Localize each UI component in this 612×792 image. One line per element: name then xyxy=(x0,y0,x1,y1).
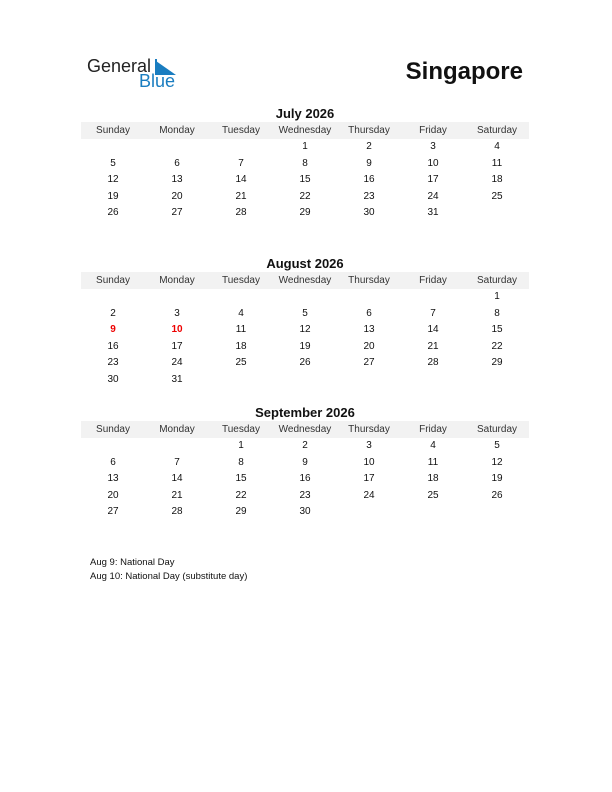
day-cell: 15 xyxy=(299,174,311,186)
holiday-day-cell: 9 xyxy=(110,324,116,336)
day-cell: 20 xyxy=(171,190,183,202)
day-cell: 14 xyxy=(235,174,247,186)
holiday-notes xyxy=(90,556,247,584)
day-cell: 15 xyxy=(491,324,503,336)
day-cell: 13 xyxy=(363,324,375,336)
day-cell: 11 xyxy=(235,324,247,336)
day-cell: 8 xyxy=(302,157,308,169)
day-cell xyxy=(401,372,465,389)
day-cell: 4 xyxy=(430,440,436,451)
month-title: September 2026 xyxy=(255,405,355,420)
week-row xyxy=(81,189,529,206)
month-july xyxy=(81,106,529,222)
day-cell: 6 xyxy=(110,456,116,468)
day-cell: 29 xyxy=(491,357,503,369)
week-row xyxy=(81,139,529,156)
day-cell: 3 xyxy=(174,307,180,319)
week-row xyxy=(81,372,529,389)
weekday-label: Tuesday xyxy=(222,125,260,136)
day-cell: 15 xyxy=(235,473,247,485)
day-cell: 17 xyxy=(171,340,183,352)
generalblue-logo xyxy=(87,56,187,92)
day-cell: 27 xyxy=(363,357,375,369)
day-cell: 25 xyxy=(491,190,503,202)
day-cell: 23 xyxy=(299,489,311,501)
day-cell: 20 xyxy=(107,489,119,501)
week-row xyxy=(81,322,529,339)
weekday-label: Thursday xyxy=(348,125,390,136)
day-cell: 6 xyxy=(366,307,372,319)
day-cell: 13 xyxy=(171,174,183,186)
weekday-label: Wednesday xyxy=(278,125,332,136)
day-cell: 11 xyxy=(491,157,503,169)
day-cell: 22 xyxy=(235,489,247,501)
day-cell: 7 xyxy=(174,456,180,468)
day-cell xyxy=(81,289,145,306)
day-cell: 1 xyxy=(238,440,244,451)
week-row xyxy=(81,205,529,222)
day-cell: 29 xyxy=(235,506,247,518)
country-title: Singapore xyxy=(405,58,523,85)
day-cell: 25 xyxy=(235,357,247,369)
weekday-label: Wednesday xyxy=(278,275,332,286)
day-cell: 18 xyxy=(427,473,439,485)
weekday-label: Sunday xyxy=(96,125,130,136)
day-cell: 26 xyxy=(107,207,119,219)
day-cell: 13 xyxy=(107,473,119,485)
day-cell: 28 xyxy=(427,357,439,369)
day-cell: 20 xyxy=(363,340,375,352)
day-cell: 4 xyxy=(494,141,500,152)
day-cell: 5 xyxy=(494,440,500,451)
day-cell xyxy=(145,438,209,455)
day-cell: 31 xyxy=(171,373,183,385)
day-cell xyxy=(81,139,145,156)
day-cell: 30 xyxy=(107,373,119,385)
day-cell: 3 xyxy=(430,141,436,152)
holiday-day-cell: 10 xyxy=(171,324,183,336)
week-row xyxy=(81,306,529,323)
day-cell: 3 xyxy=(366,440,372,451)
day-cell: 12 xyxy=(299,324,311,336)
month-september xyxy=(81,405,529,521)
weekday-label: Wednesday xyxy=(278,424,332,435)
day-cell xyxy=(465,372,529,389)
day-cell: 19 xyxy=(299,340,311,352)
week-row xyxy=(81,488,529,505)
day-cell: 11 xyxy=(427,456,439,468)
day-cell: 27 xyxy=(107,506,119,518)
day-cell xyxy=(145,289,209,306)
day-cell: 24 xyxy=(363,489,375,501)
holiday-note: Aug 9: National Day xyxy=(90,557,175,568)
day-cell: 23 xyxy=(107,357,119,369)
day-cell: 1 xyxy=(302,141,308,152)
day-cell: 31 xyxy=(427,207,439,219)
day-cell: 18 xyxy=(235,340,247,352)
day-cell: 19 xyxy=(107,190,119,202)
day-cell: 8 xyxy=(494,307,500,319)
day-cell: 9 xyxy=(366,157,372,169)
day-cell: 30 xyxy=(299,506,311,518)
day-cell: 22 xyxy=(491,340,503,352)
weekday-label: Monday xyxy=(159,275,195,286)
day-cell: 29 xyxy=(299,207,311,219)
weekday-label: Sunday xyxy=(96,424,130,435)
weekday-label: Friday xyxy=(419,275,447,286)
day-cell: 22 xyxy=(299,190,311,202)
day-cell xyxy=(337,504,401,521)
weekday-label: Saturday xyxy=(476,275,518,286)
weekday-label: Tuesday xyxy=(222,275,260,286)
day-cell: 7 xyxy=(430,307,436,319)
week-row xyxy=(81,438,529,455)
day-cell xyxy=(465,205,529,222)
day-cell: 7 xyxy=(238,157,244,169)
day-cell: 30 xyxy=(363,207,375,219)
month-title: August 2026 xyxy=(266,256,344,271)
day-cell: 2 xyxy=(366,141,372,152)
week-row xyxy=(81,471,529,488)
weekday-label: Monday xyxy=(159,125,195,136)
weekday-label: Thursday xyxy=(348,424,390,435)
week-row xyxy=(81,156,529,173)
day-cell xyxy=(337,372,401,389)
day-cell: 9 xyxy=(302,456,308,468)
day-cell: 2 xyxy=(302,440,308,451)
day-cell: 14 xyxy=(171,473,183,485)
day-cell: 12 xyxy=(491,456,503,468)
day-cell: 2 xyxy=(110,307,116,319)
weekday-label: Monday xyxy=(159,424,195,435)
day-cell: 21 xyxy=(427,340,439,352)
day-cell: 21 xyxy=(235,190,247,202)
day-cell: 21 xyxy=(171,489,183,501)
day-cell: 8 xyxy=(238,456,244,468)
weekday-header xyxy=(81,421,529,438)
weekday-label: Saturday xyxy=(476,125,518,136)
day-cell: 23 xyxy=(363,190,375,202)
day-cell xyxy=(145,139,209,156)
day-cell: 5 xyxy=(110,157,116,169)
weekday-label: Friday xyxy=(419,424,447,435)
logo-blue-text: Blue xyxy=(139,71,176,91)
week-row xyxy=(81,339,529,356)
day-cell: 14 xyxy=(427,324,439,336)
day-cell xyxy=(337,289,401,306)
day-cell xyxy=(401,289,465,306)
day-cell xyxy=(465,504,529,521)
day-cell: 16 xyxy=(107,340,119,352)
week-row xyxy=(81,455,529,472)
weekday-label: Tuesday xyxy=(222,424,260,435)
day-cell: 10 xyxy=(427,157,439,169)
day-cell: 25 xyxy=(427,489,439,501)
day-cell: 4 xyxy=(238,307,244,319)
day-cell: 19 xyxy=(491,473,503,485)
month-august xyxy=(81,256,529,389)
day-cell: 16 xyxy=(363,174,375,186)
week-row xyxy=(81,172,529,189)
day-cell: 28 xyxy=(235,207,247,219)
day-cell xyxy=(209,139,273,156)
day-cell xyxy=(209,289,273,306)
weekday-label: Sunday xyxy=(96,275,130,286)
day-cell: 26 xyxy=(299,357,311,369)
weekday-header xyxy=(81,272,529,289)
weekday-header xyxy=(81,122,529,139)
day-cell xyxy=(273,289,337,306)
weekday-label: Saturday xyxy=(476,424,518,435)
day-cell: 17 xyxy=(427,174,439,186)
day-cell: 16 xyxy=(299,473,311,485)
day-cell: 12 xyxy=(107,174,119,186)
month-title: July 2026 xyxy=(275,106,335,121)
day-cell xyxy=(81,438,145,455)
day-cell: 18 xyxy=(491,174,503,186)
day-cell: 17 xyxy=(363,473,375,485)
logo-general-text: General xyxy=(87,56,152,76)
weekday-label: Friday xyxy=(419,125,447,136)
day-cell xyxy=(401,504,465,521)
day-cell: 24 xyxy=(171,357,183,369)
weekday-label: Thursday xyxy=(348,275,390,286)
day-cell: 5 xyxy=(302,307,308,319)
day-cell: 10 xyxy=(363,456,375,468)
day-cell: 27 xyxy=(171,207,183,219)
day-cell xyxy=(209,372,273,389)
week-row xyxy=(81,355,529,372)
day-cell: 6 xyxy=(174,157,180,169)
day-cell: 1 xyxy=(494,291,500,302)
holiday-note: Aug 10: National Day (substitute day) xyxy=(90,571,248,582)
day-cell xyxy=(273,372,337,389)
day-cell: 28 xyxy=(171,506,183,518)
day-cell: 24 xyxy=(427,190,439,202)
week-row xyxy=(81,289,529,306)
day-cell: 26 xyxy=(491,489,503,501)
week-row xyxy=(81,504,529,521)
